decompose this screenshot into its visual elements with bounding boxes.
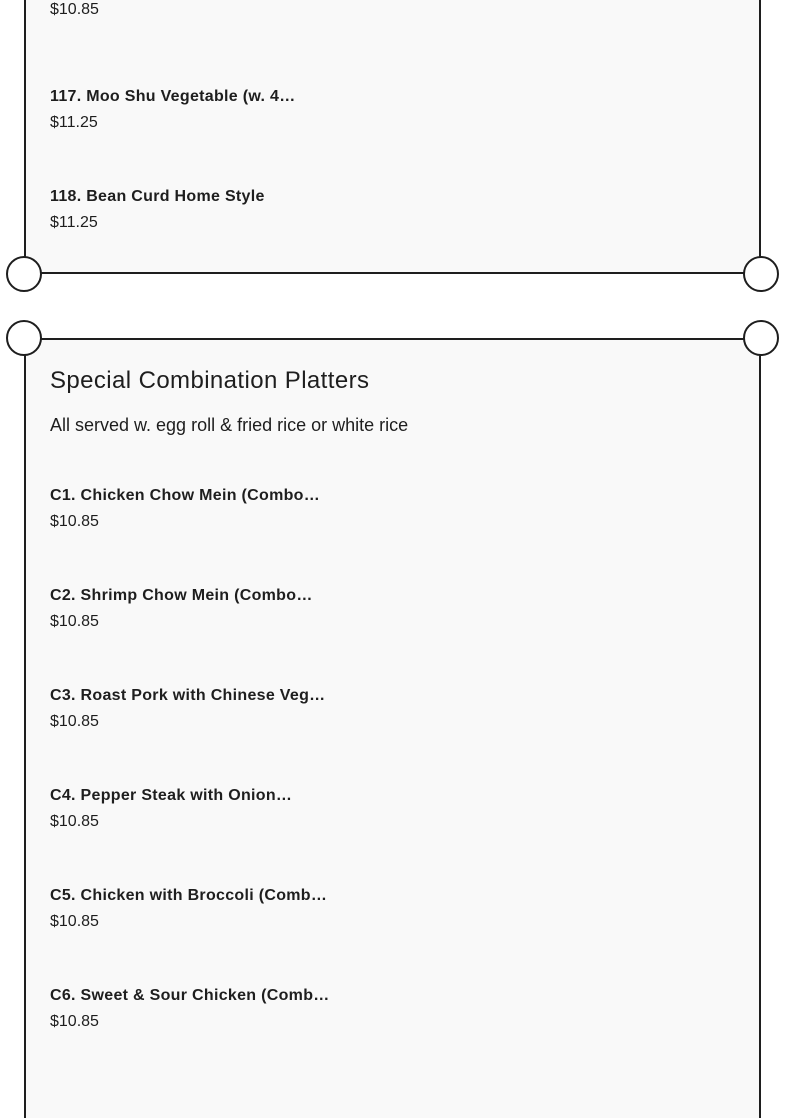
menu-item-name: C3. Roast Pork with Chinese Veg…	[50, 687, 326, 704]
corner-notch	[743, 256, 779, 292]
menu-item-price: $10.85	[50, 613, 99, 630]
menu-item-price: $10.85	[50, 913, 99, 930]
menu-item-price: $10.85	[50, 1, 99, 18]
menu-item-name: C1. Chicken Chow Mein (Combo…	[50, 487, 321, 504]
corner-notch	[6, 320, 42, 356]
menu-item-price: $11.25	[50, 114, 98, 131]
menu-item[interactable]	[50, 486, 550, 532]
menu-item-price: $10.85	[50, 1013, 99, 1030]
section-title: Special Combination Platters	[50, 367, 370, 394]
menu-item[interactable]	[50, 886, 550, 932]
menu-item[interactable]	[50, 187, 550, 233]
menu-item[interactable]	[50, 986, 550, 1032]
menu-item-name: C4. Pepper Steak with Onion…	[50, 787, 293, 804]
menu-item-name: 117. Moo Shu Vegetable (w. 4…	[50, 88, 296, 105]
menu-section-card	[24, 338, 761, 1118]
menu-item[interactable]	[50, 686, 550, 732]
corner-notch	[6, 256, 42, 292]
menu-section-card	[24, 0, 761, 274]
menu-item[interactable]	[50, 0, 550, 20]
section-description: All served w. egg roll & fried rice or white rice	[50, 415, 409, 435]
menu-item[interactable]	[50, 786, 550, 832]
menu-item-price: $10.85	[50, 513, 99, 530]
corner-notch	[743, 320, 779, 356]
menu-item-price: $10.85	[50, 713, 99, 730]
menu-item-name: C2. Shrimp Chow Mein (Combo…	[50, 587, 313, 604]
menu-item-name: C5. Chicken with Broccoli (Comb…	[50, 887, 328, 904]
menu-item[interactable]	[50, 586, 550, 632]
menu-item-price: $10.85	[50, 813, 99, 830]
menu-item-name: C6. Sweet & Sour Chicken (Comb…	[50, 987, 330, 1004]
menu-item-name: 118. Bean Curd Home Style	[50, 188, 265, 205]
menu-item[interactable]	[50, 87, 550, 133]
menu-item-price: $11.25	[50, 214, 98, 231]
